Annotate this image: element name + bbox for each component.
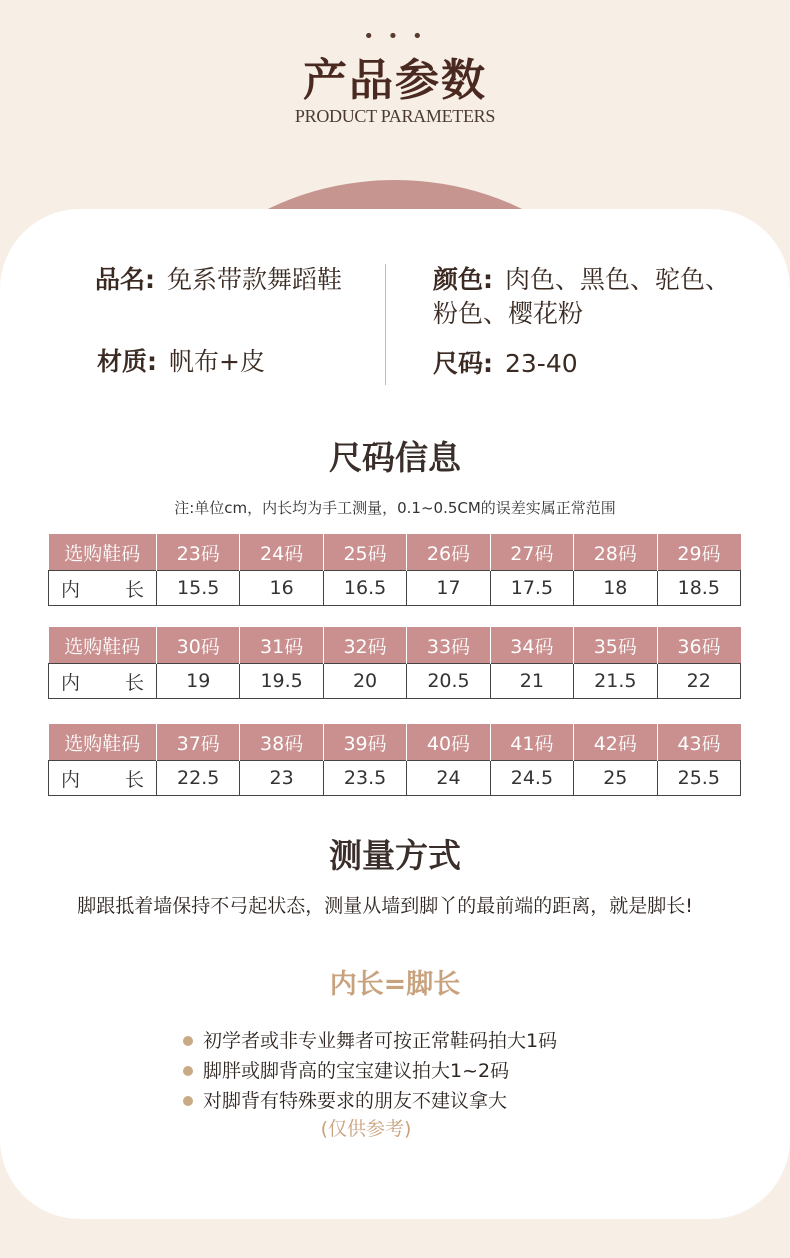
length-cell: 17.5 [490, 571, 573, 606]
size-table-length-row [49, 761, 741, 796]
length-cell: 25 [574, 761, 657, 796]
param-name [95, 260, 342, 296]
size-cell: 26码 [407, 534, 490, 571]
size-cell: 43码 [657, 724, 740, 761]
size-cell: 31码 [240, 627, 323, 664]
length-cell: 25.5 [657, 761, 740, 796]
length-cell: 23 [240, 761, 323, 796]
size-cell: 33码 [407, 627, 490, 664]
size-cell: 25码 [323, 534, 406, 571]
size-header-label: 选购鞋码 [49, 627, 157, 664]
size-cell: 30码 [157, 627, 240, 664]
size-header-label: 选购鞋码 [49, 534, 157, 571]
length-cell: 15.5 [157, 571, 240, 606]
tip-text: 对脚背有特殊要求的朋友不建议拿大 [203, 1090, 508, 1112]
measure-formula: 内长=脚长 [329, 969, 461, 1000]
param-name-label: 品名: [95, 265, 155, 294]
param-color [433, 260, 730, 296]
size-note: 注:单位cm，内长均为手工测量，0.1~0.5CM的误差实属正常范围 [174, 499, 616, 517]
param-material-value: 帆布+皮 [169, 347, 265, 376]
size-cell: 23码 [157, 534, 240, 571]
size-table-3 [48, 724, 741, 796]
size-cell: 36码 [657, 627, 740, 664]
size-info-title: 尺码信息 [329, 438, 461, 477]
size-header-label: 选购鞋码 [49, 724, 157, 761]
size-cell: 24码 [240, 534, 323, 571]
size-cell: 28码 [574, 534, 657, 571]
tip-item [183, 1086, 557, 1116]
param-divider [385, 264, 386, 385]
length-row-label [49, 664, 157, 699]
tips-list [183, 1026, 557, 1116]
param-color-value-line2: 粉色、樱花粉 [433, 299, 584, 328]
length-cell: 23.5 [323, 761, 406, 796]
bullet-dot-icon [183, 1096, 193, 1106]
page-subtitle: PRODUCT PARAMETERS [294, 106, 496, 126]
length-row-label [49, 571, 157, 606]
param-size-label: 尺码: [433, 349, 493, 378]
length-cell: 21.5 [574, 664, 657, 699]
param-name-value: 免系带款舞蹈鞋 [167, 265, 343, 294]
size-cell: 34码 [490, 627, 573, 664]
size-cell: 39码 [323, 724, 406, 761]
length-label-char1: 内 [61, 768, 81, 791]
length-cell: 19 [157, 664, 240, 699]
size-cell: 35码 [574, 627, 657, 664]
param-material-label: 材质: [97, 347, 157, 376]
size-cell: 32码 [323, 627, 406, 664]
param-material [97, 342, 265, 378]
length-cell: 16 [240, 571, 323, 606]
tip-item [183, 1056, 557, 1086]
size-cell: 42码 [574, 724, 657, 761]
length-label-char2: 长 [124, 671, 144, 694]
param-color-value-line1: 肉色、黑色、驼色、 [505, 265, 731, 294]
size-table-header-row [49, 534, 741, 571]
size-table-1 [48, 534, 741, 606]
param-color-label: 颜色: [433, 265, 493, 294]
reference-note: (仅供参考) [320, 1118, 412, 1140]
length-cell: 18 [574, 571, 657, 606]
length-cell: 16.5 [323, 571, 406, 606]
length-label-char1: 内 [61, 671, 81, 694]
tip-item [183, 1026, 557, 1056]
length-cell: 22.5 [157, 761, 240, 796]
size-table-header-row [49, 627, 741, 664]
length-label-char1: 内 [61, 578, 81, 601]
size-cell: 41码 [490, 724, 573, 761]
length-cell: 24.5 [490, 761, 573, 796]
bullet-dot-icon [183, 1066, 193, 1076]
length-label-char2: 长 [124, 768, 144, 791]
length-cell: 22 [657, 664, 740, 699]
param-size [433, 344, 578, 380]
size-cell: 38码 [240, 724, 323, 761]
length-label-char2: 长 [124, 578, 144, 601]
length-row-label [49, 761, 157, 796]
param-size-value: 23-40 [505, 349, 578, 378]
size-table-length-row [49, 571, 741, 606]
length-cell: 20 [323, 664, 406, 699]
measure-title: 测量方式 [329, 836, 461, 875]
length-cell: 21 [490, 664, 573, 699]
length-cell: 19.5 [240, 664, 323, 699]
tip-text: 初学者或非专业舞者可按正常鞋码拍大1码 [203, 1030, 558, 1052]
size-cell: 27码 [490, 534, 573, 571]
length-cell: 20.5 [407, 664, 490, 699]
size-table-2 [48, 627, 741, 699]
size-table-header-row [49, 724, 741, 761]
size-cell: 40码 [407, 724, 490, 761]
param-color-line2 [433, 294, 583, 330]
decorative-dots: • • • [363, 26, 427, 47]
length-cell: 24 [407, 761, 490, 796]
length-cell: 17 [407, 571, 490, 606]
size-table-length-row [49, 664, 741, 699]
tip-text: 脚胖或脚背高的宝宝建议拍大1~2码 [203, 1060, 510, 1082]
size-cell: 29码 [657, 534, 740, 571]
bullet-dot-icon [183, 1036, 193, 1046]
size-cell: 37码 [157, 724, 240, 761]
length-cell: 18.5 [657, 571, 740, 606]
page-title: 产品参数 [303, 55, 487, 106]
measure-description: 脚跟抵着墙保持不弓起状态，测量从墙到脚丫的最前端的距离，就是脚长! [77, 895, 693, 917]
